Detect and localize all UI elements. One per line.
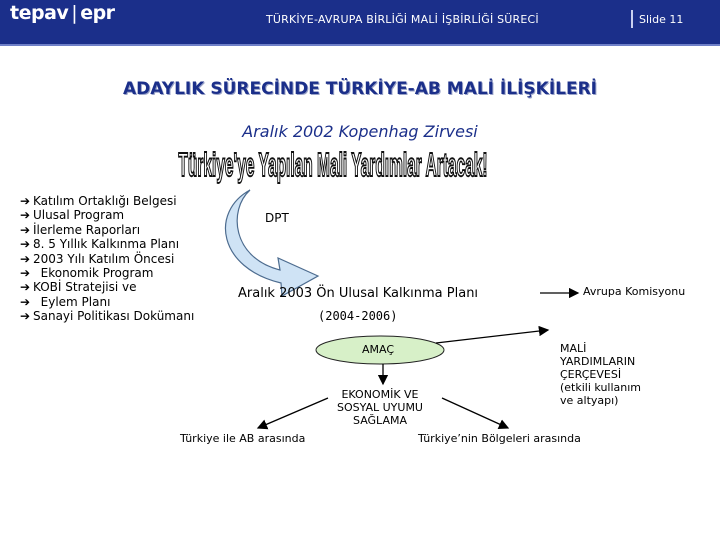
right-branch-label: Türkiye’nin Bölgeleri arasında <box>418 432 581 445</box>
logo: tepav | epr <box>10 2 115 24</box>
list-item: ➔ Sanayi Politikası Dokümanı <box>20 309 195 324</box>
framework-label: MALİ YARDIMLARIN ÇERÇEVESİ (etkili kullanım ve altyapı) <box>560 342 642 407</box>
banner-text: Türkiye'ye Yapılan Mali Yardımlar Artacak! <box>178 147 488 184</box>
dpt-label: DPT <box>265 211 289 225</box>
page-title: ADAYLIK SÜRECİNDE TÜRKİYE-AB MALİ İLİŞKİLERİ <box>122 79 598 99</box>
cohesion-label: EKONOMİK VE SOSYAL UYUMU SAĞLAMA <box>336 388 423 427</box>
list-item: ➔ Ekonomik Program <box>20 266 154 281</box>
list-item: ➔ 2003 Yılı Katılım Öncesi <box>20 251 175 266</box>
plan-label: Aralık 2003 Ön Ulusal Kalkınma Planı <box>238 286 479 301</box>
summit-subtitle: Aralık 2002 Kopenhag Zirvesi <box>242 122 478 141</box>
left-branch-label: Türkiye ile AB arasında <box>180 432 306 445</box>
list-item: ➔ Ulusal Program <box>20 208 125 223</box>
list-item: ➔ Eylem Planı <box>20 294 111 309</box>
logo-tepav: tepav <box>10 2 69 24</box>
header-title: TÜRKİYE-AVRUPA BİRLİĞİ MALİ İŞBİRLİĞİ SÜRECİ <box>266 13 539 26</box>
curved-arrow <box>225 190 318 296</box>
list-item: ➔ İlerleme Raporları <box>20 222 141 237</box>
arrow-to-left-branch <box>258 398 328 428</box>
slide-number: Slide 11 <box>639 13 684 26</box>
list-item: ➔ Katılım Ortaklığı Belgesi <box>20 194 177 208</box>
document-list <box>20 194 194 324</box>
plan-years-label: (2004-2006) <box>318 309 398 323</box>
list-item: ➔ KOBİ Stratejisi ve <box>20 280 137 295</box>
logo-epr: epr <box>80 2 115 24</box>
goal-label: AMAÇ <box>362 343 395 356</box>
list-item: ➔ 8. 5 Yıllık Kalkınma Planı <box>20 237 180 252</box>
arrow-to-right-branch <box>442 398 508 428</box>
arrow-to-framework <box>436 330 548 343</box>
commission-label: Avrupa Komisyonu <box>583 285 686 298</box>
